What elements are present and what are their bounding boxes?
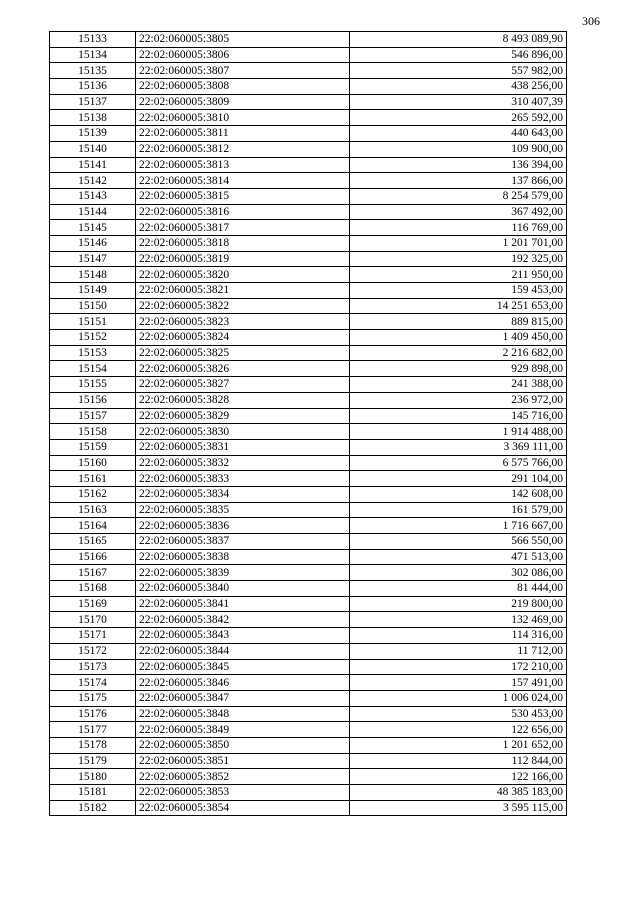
table-row (50, 471, 567, 487)
row-number-cell: 15137 (50, 94, 136, 110)
cadastral-number-cell: 22:02:060005:3848 (136, 706, 350, 722)
cadastral-number-cell: 22:02:060005:3823 (136, 314, 350, 330)
row-number-cell: 15151 (50, 314, 136, 330)
table-row (50, 408, 567, 424)
table-row (50, 345, 567, 361)
row-number-cell: 15180 (50, 769, 136, 785)
row-number-cell: 15138 (50, 110, 136, 126)
cadastral-value-cell: 161 579,00 (350, 502, 567, 518)
cadastral-number-cell: 22:02:060005:3839 (136, 565, 350, 581)
table-row (50, 314, 567, 330)
cadastral-value-cell: 142 608,00 (350, 486, 567, 502)
cadastral-value-cell: 8 493 089,90 (350, 32, 567, 48)
cadastral-number-cell: 22:02:060005:3827 (136, 377, 350, 393)
cadastral-value-cell: 137 866,00 (350, 173, 567, 189)
table-row (50, 596, 567, 612)
cadastral-number-cell: 22:02:060005:3840 (136, 581, 350, 597)
cadastral-value-cell: 310 407,39 (350, 94, 567, 110)
table-row (50, 188, 567, 204)
table-row (50, 94, 567, 110)
row-number-cell: 15172 (50, 643, 136, 659)
cadastral-number-cell: 22:02:060005:3843 (136, 628, 350, 644)
row-number-cell: 15134 (50, 47, 136, 63)
table-row (50, 79, 567, 95)
cadastral-value-cell: 1 716 667,00 (350, 518, 567, 534)
row-number-cell: 15181 (50, 785, 136, 801)
table-row (50, 32, 567, 48)
cadastral-number-cell: 22:02:060005:3837 (136, 534, 350, 550)
table-row (50, 424, 567, 440)
cadastral-value-cell: 157 491,00 (350, 675, 567, 691)
row-number-cell: 15159 (50, 439, 136, 455)
cadastral-value-cell: 1 409 450,00 (350, 330, 567, 346)
cadastral-value-cell: 1 201 652,00 (350, 737, 567, 753)
row-number-cell: 15164 (50, 518, 136, 534)
row-number-cell: 15174 (50, 675, 136, 691)
cadastral-value-cell: 159 453,00 (350, 283, 567, 299)
table-row (50, 392, 567, 408)
row-number-cell: 15157 (50, 408, 136, 424)
row-number-cell: 15176 (50, 706, 136, 722)
cadastral-number-cell: 22:02:060005:3854 (136, 800, 350, 816)
cadastral-number-cell: 22:02:060005:3806 (136, 47, 350, 63)
cadastral-number-cell: 22:02:060005:3813 (136, 157, 350, 173)
cadastral-value-cell: 211 950,00 (350, 267, 567, 283)
cadastral-number-cell: 22:02:060005:3822 (136, 298, 350, 314)
cadastral-value-cell: 1 201 701,00 (350, 235, 567, 251)
row-number-cell: 15179 (50, 753, 136, 769)
cadastral-value-cell: 136 394,00 (350, 157, 567, 173)
table-row (50, 157, 567, 173)
cadastral-number-cell: 22:02:060005:3805 (136, 32, 350, 48)
cadastral-value-cell: 109 900,00 (350, 141, 567, 157)
cadastral-number-cell: 22:02:060005:3830 (136, 424, 350, 440)
cadastral-value-cell: 219 800,00 (350, 596, 567, 612)
row-number-cell: 15163 (50, 502, 136, 518)
row-number-cell: 15162 (50, 486, 136, 502)
table-row (50, 800, 567, 816)
table-row (50, 361, 567, 377)
table-row (50, 235, 567, 251)
cadastral-value-table (49, 31, 567, 816)
cadastral-number-cell: 22:02:060005:3809 (136, 94, 350, 110)
cadastral-number-cell: 22:02:060005:3850 (136, 737, 350, 753)
cadastral-value-cell: 14 251 653,00 (350, 298, 567, 314)
table-row (50, 549, 567, 565)
table-row (50, 769, 567, 785)
cadastral-number-cell: 22:02:060005:3834 (136, 486, 350, 502)
table-row (50, 251, 567, 267)
table-row (50, 126, 567, 142)
table-row (50, 706, 567, 722)
row-number-cell: 15173 (50, 659, 136, 675)
row-number-cell: 15141 (50, 157, 136, 173)
row-number-cell: 15145 (50, 220, 136, 236)
row-number-cell: 15160 (50, 455, 136, 471)
table-row (50, 581, 567, 597)
row-number-cell: 15168 (50, 581, 136, 597)
cadastral-value-cell: 114 316,00 (350, 628, 567, 644)
cadastral-number-cell: 22:02:060005:3825 (136, 345, 350, 361)
cadastral-number-cell: 22:02:060005:3829 (136, 408, 350, 424)
row-number-cell: 15149 (50, 283, 136, 299)
table-row (50, 63, 567, 79)
row-number-cell: 15140 (50, 141, 136, 157)
cadastral-value-cell: 1 006 024,00 (350, 690, 567, 706)
cadastral-value-cell: 11 712,00 (350, 643, 567, 659)
cadastral-value-cell: 265 592,00 (350, 110, 567, 126)
table-row (50, 283, 567, 299)
cadastral-number-cell: 22:02:060005:3819 (136, 251, 350, 267)
cadastral-number-cell: 22:02:060005:3817 (136, 220, 350, 236)
cadastral-value-cell: 112 844,00 (350, 753, 567, 769)
cadastral-value-cell: 122 656,00 (350, 722, 567, 738)
table-row (50, 330, 567, 346)
table-row (50, 439, 567, 455)
table-row (50, 502, 567, 518)
cadastral-value-cell: 192 325,00 (350, 251, 567, 267)
row-number-cell: 15161 (50, 471, 136, 487)
cadastral-number-cell: 22:02:060005:3852 (136, 769, 350, 785)
cadastral-number-cell: 22:02:060005:3831 (136, 439, 350, 455)
row-number-cell: 15182 (50, 800, 136, 816)
row-number-cell: 15136 (50, 79, 136, 95)
table-row (50, 612, 567, 628)
table-row (50, 110, 567, 126)
row-number-cell: 15170 (50, 612, 136, 628)
cadastral-number-cell: 22:02:060005:3832 (136, 455, 350, 471)
table-row (50, 675, 567, 691)
table-row (50, 204, 567, 220)
cadastral-number-cell: 22:02:060005:3844 (136, 643, 350, 659)
table-row (50, 565, 567, 581)
cadastral-number-cell: 22:02:060005:3849 (136, 722, 350, 738)
cadastral-value-cell: 6 575 766,00 (350, 455, 567, 471)
cadastral-number-cell: 22:02:060005:3838 (136, 549, 350, 565)
cadastral-value-cell: 438 256,00 (350, 79, 567, 95)
page-number: 306 (582, 14, 600, 28)
row-number-cell: 15155 (50, 377, 136, 393)
cadastral-number-cell: 22:02:060005:3807 (136, 63, 350, 79)
cadastral-number-cell: 22:02:060005:3812 (136, 141, 350, 157)
cadastral-number-cell: 22:02:060005:3818 (136, 235, 350, 251)
cadastral-number-cell: 22:02:060005:3816 (136, 204, 350, 220)
cadastral-number-cell: 22:02:060005:3808 (136, 79, 350, 95)
cadastral-value-cell: 241 388,00 (350, 377, 567, 393)
table-row (50, 753, 567, 769)
cadastral-value-cell: 3 369 111,00 (350, 439, 567, 455)
cadastral-number-cell: 22:02:060005:3853 (136, 785, 350, 801)
table-row (50, 298, 567, 314)
row-number-cell: 15148 (50, 267, 136, 283)
cadastral-value-cell: 889 815,00 (350, 314, 567, 330)
cadastral-value-cell: 236 972,00 (350, 392, 567, 408)
cadastral-number-cell: 22:02:060005:3826 (136, 361, 350, 377)
table-row (50, 737, 567, 753)
cadastral-value-cell: 3 595 115,00 (350, 800, 567, 816)
cadastral-value-cell: 116 769,00 (350, 220, 567, 236)
row-number-cell: 15166 (50, 549, 136, 565)
cadastral-number-cell: 22:02:060005:3835 (136, 502, 350, 518)
row-number-cell: 15147 (50, 251, 136, 267)
row-number-cell: 15152 (50, 330, 136, 346)
row-number-cell: 15135 (50, 63, 136, 79)
table-row (50, 690, 567, 706)
row-number-cell: 15143 (50, 188, 136, 204)
row-number-cell: 15133 (50, 32, 136, 48)
row-number-cell: 15175 (50, 690, 136, 706)
cadastral-value-cell: 2 216 682,00 (350, 345, 567, 361)
table-row (50, 486, 567, 502)
cadastral-value-cell: 132 469,00 (350, 612, 567, 628)
row-number-cell: 15167 (50, 565, 136, 581)
row-number-cell: 15177 (50, 722, 136, 738)
table-row (50, 267, 567, 283)
cadastral-value-cell: 566 550,00 (350, 534, 567, 550)
table-row (50, 518, 567, 534)
table-row (50, 455, 567, 471)
row-number-cell: 15150 (50, 298, 136, 314)
cadastral-value-cell: 471 513,00 (350, 549, 567, 565)
row-number-cell: 15153 (50, 345, 136, 361)
cadastral-number-cell: 22:02:060005:3845 (136, 659, 350, 675)
cadastral-value-cell: 1 914 488,00 (350, 424, 567, 440)
cadastral-number-cell: 22:02:060005:3846 (136, 675, 350, 691)
row-number-cell: 15144 (50, 204, 136, 220)
cadastral-value-cell: 145 716,00 (350, 408, 567, 424)
row-number-cell: 15139 (50, 126, 136, 142)
cadastral-value-cell: 557 982,00 (350, 63, 567, 79)
cadastral-number-cell: 22:02:060005:3841 (136, 596, 350, 612)
row-number-cell: 15142 (50, 173, 136, 189)
cadastral-value-cell: 48 385 183,00 (350, 785, 567, 801)
cadastral-number-cell: 22:02:060005:3847 (136, 690, 350, 706)
cadastral-number-cell: 22:02:060005:3815 (136, 188, 350, 204)
cadastral-number-cell: 22:02:060005:3833 (136, 471, 350, 487)
cadastral-number-cell: 22:02:060005:3810 (136, 110, 350, 126)
cadastral-value-cell: 81 444,00 (350, 581, 567, 597)
cadastral-number-cell: 22:02:060005:3821 (136, 283, 350, 299)
table-body (50, 32, 567, 816)
table-row (50, 785, 567, 801)
cadastral-value-cell: 367 492,00 (350, 204, 567, 220)
row-number-cell: 15146 (50, 235, 136, 251)
cadastral-value-cell: 291 104,00 (350, 471, 567, 487)
row-number-cell: 15154 (50, 361, 136, 377)
cadastral-number-cell: 22:02:060005:3836 (136, 518, 350, 534)
cadastral-number-cell: 22:02:060005:3814 (136, 173, 350, 189)
cadastral-number-cell: 22:02:060005:3811 (136, 126, 350, 142)
table-row (50, 628, 567, 644)
cadastral-value-cell: 546 896,00 (350, 47, 567, 63)
cadastral-value-cell: 122 166,00 (350, 769, 567, 785)
table-row (50, 47, 567, 63)
table-row (50, 377, 567, 393)
table-row (50, 659, 567, 675)
cadastral-number-cell: 22:02:060005:3828 (136, 392, 350, 408)
cadastral-value-cell: 172 210,00 (350, 659, 567, 675)
cadastral-number-cell: 22:02:060005:3820 (136, 267, 350, 283)
table-row (50, 722, 567, 738)
row-number-cell: 15171 (50, 628, 136, 644)
cadastral-number-cell: 22:02:060005:3842 (136, 612, 350, 628)
cadastral-number-cell: 22:02:060005:3851 (136, 753, 350, 769)
row-number-cell: 15169 (50, 596, 136, 612)
cadastral-value-cell: 8 254 579,00 (350, 188, 567, 204)
row-number-cell: 15156 (50, 392, 136, 408)
cadastral-value-cell: 440 643,00 (350, 126, 567, 142)
cadastral-value-cell: 530 453,00 (350, 706, 567, 722)
table-row (50, 173, 567, 189)
table-row (50, 220, 567, 236)
cadastral-value-cell: 929 898,00 (350, 361, 567, 377)
table-row (50, 534, 567, 550)
row-number-cell: 15158 (50, 424, 136, 440)
row-number-cell: 15178 (50, 737, 136, 753)
table-row (50, 643, 567, 659)
cadastral-number-cell: 22:02:060005:3824 (136, 330, 350, 346)
cadastral-value-cell: 302 086,00 (350, 565, 567, 581)
row-number-cell: 15165 (50, 534, 136, 550)
table-row (50, 141, 567, 157)
